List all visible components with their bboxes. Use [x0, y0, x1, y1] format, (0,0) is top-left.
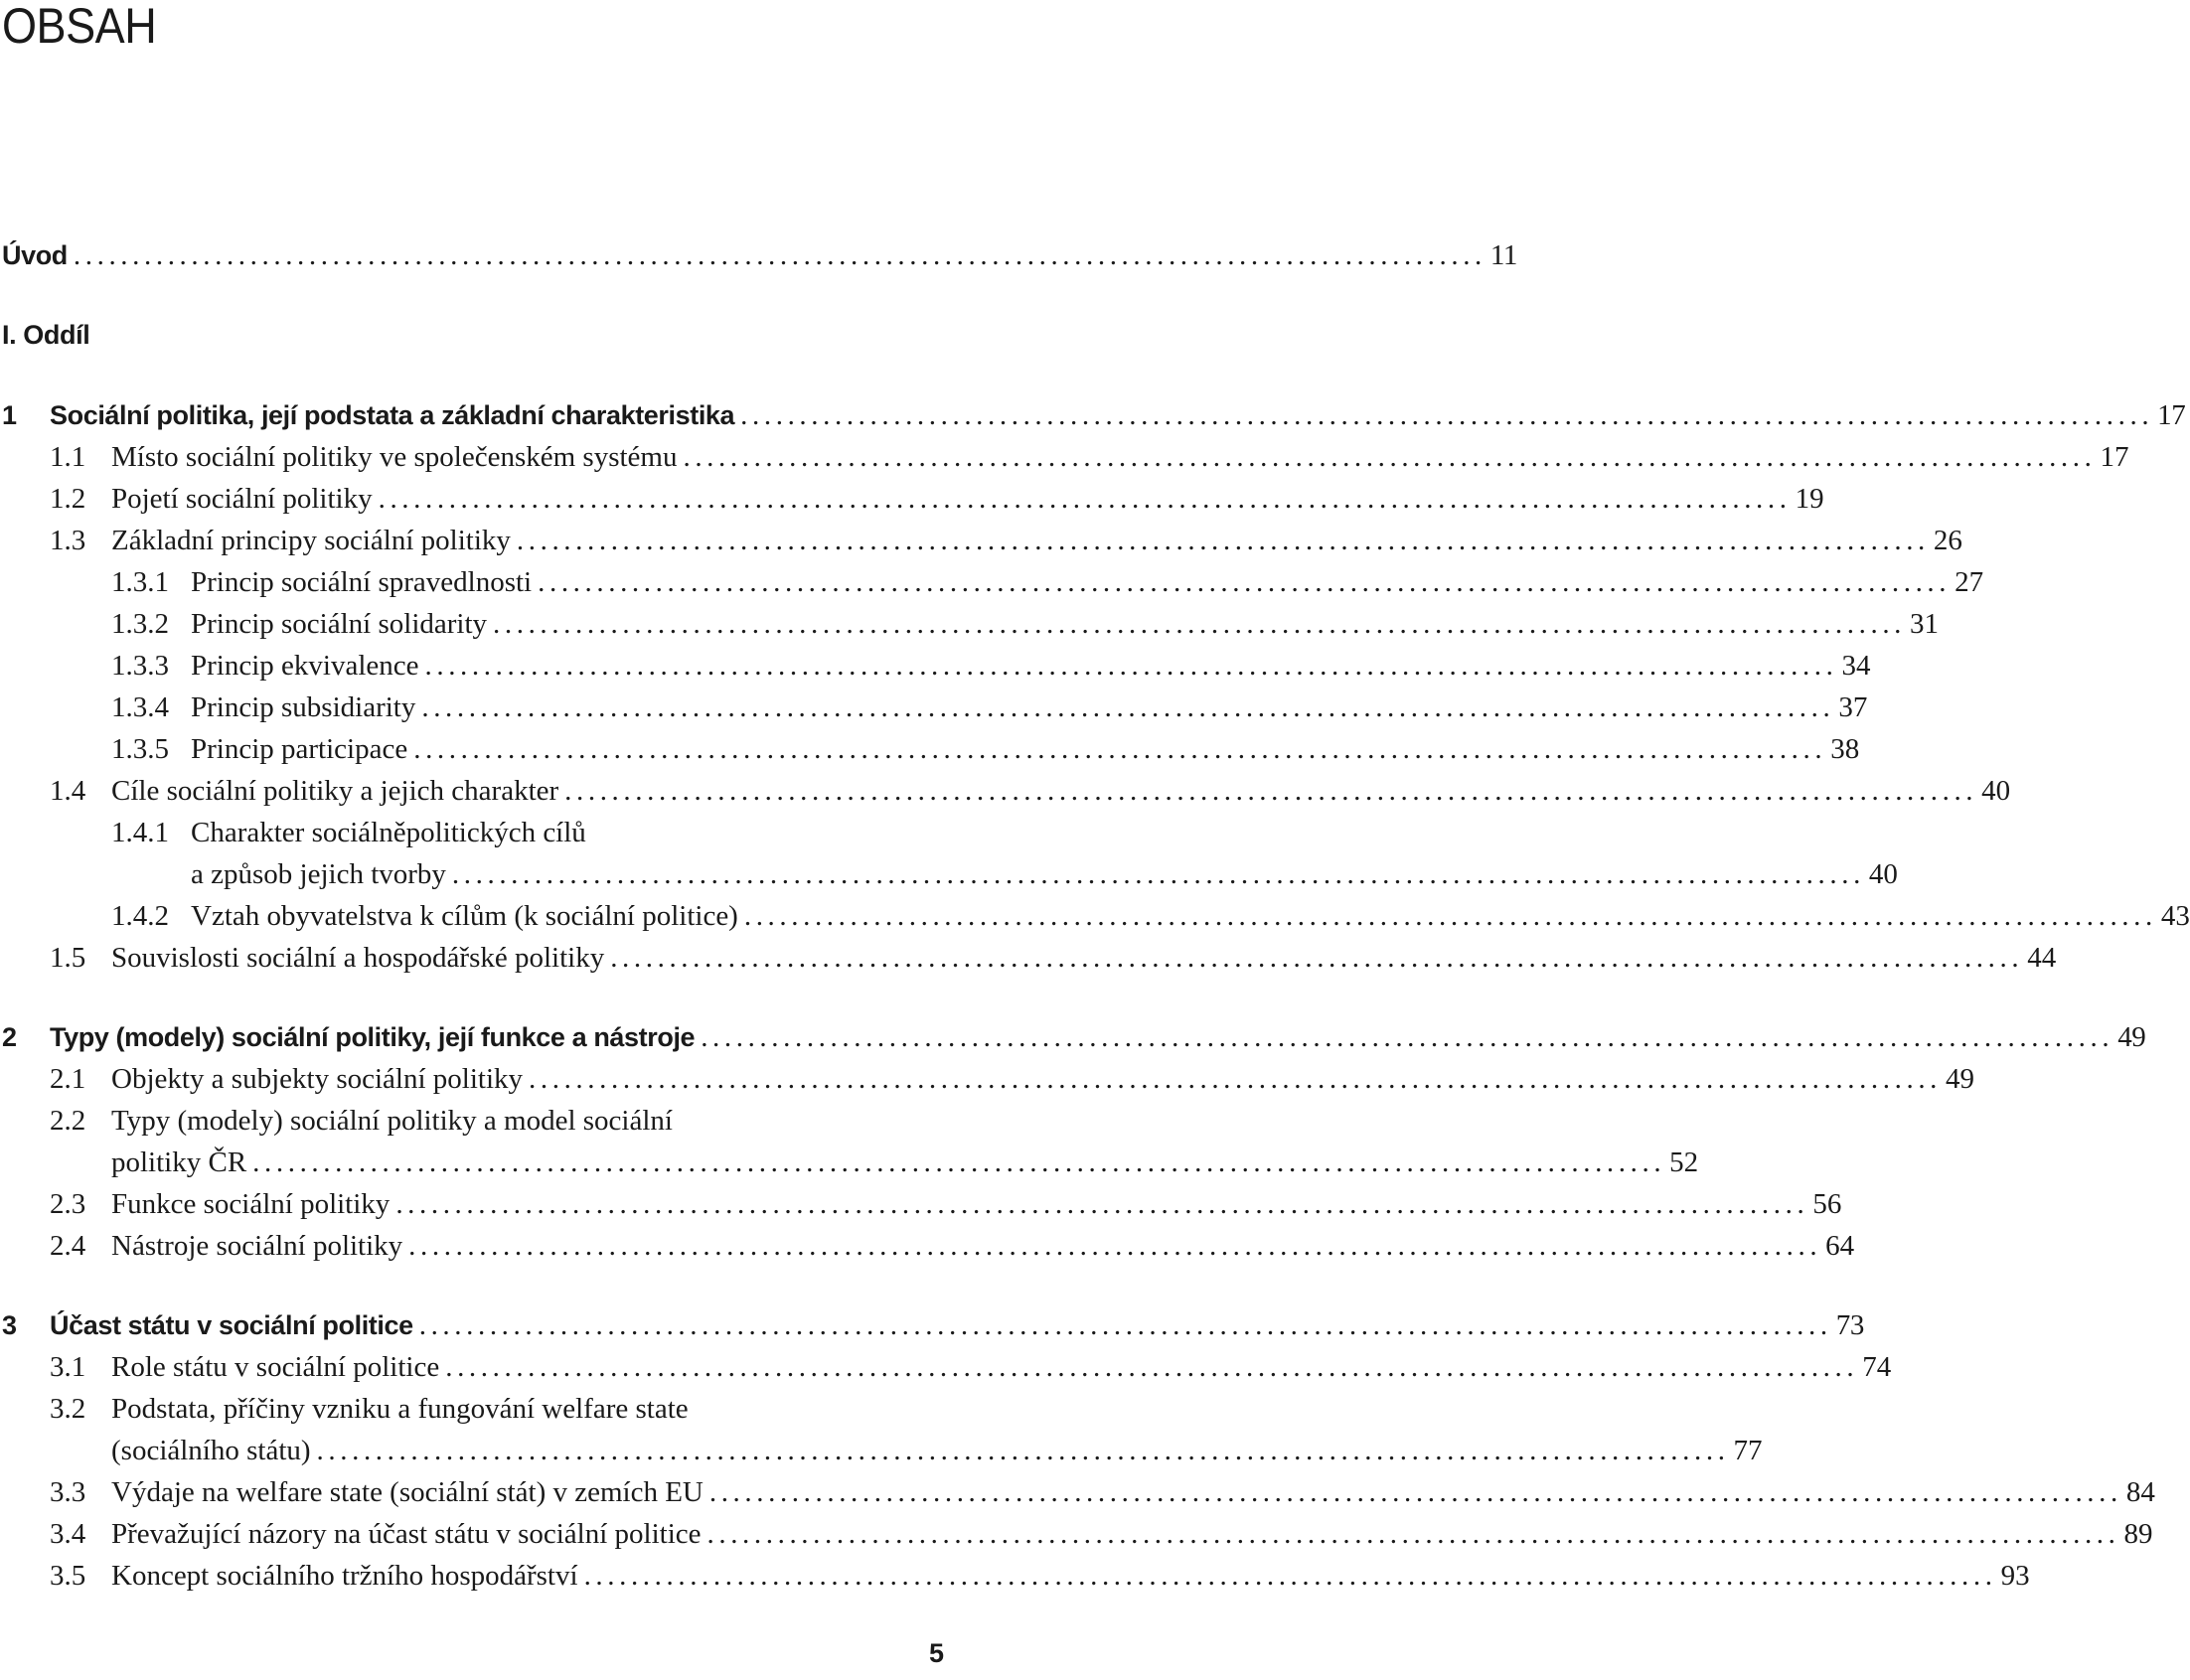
dot-leader: ........................................................................................................................	[743, 900, 2157, 932]
toc-entry-number: 2.1	[50, 1063, 86, 1095]
toc-entry-number: 1	[2, 400, 17, 430]
toc-entry-title: Funkce sociální politiky	[111, 1188, 391, 1220]
dot-leader: ........................................................................................................................	[706, 1518, 2120, 1550]
toc-entry-title: Cíle sociální politiky a jejich charakter	[111, 775, 559, 807]
toc-entry	[0, 478, 1824, 520]
toc-entry-title: Princip participace	[191, 733, 408, 765]
dot-leader: ........................................................................................................................	[418, 1309, 1832, 1341]
toc-entry	[0, 1430, 1763, 1471]
toc-entry-title: politiky ČR	[111, 1146, 247, 1178]
dot-leader: ........................................................................................................................	[740, 399, 2154, 431]
toc-entry	[0, 853, 1898, 895]
toc-entry-page: 64	[1825, 1230, 1855, 1262]
toc-entry-number: 3.3	[50, 1476, 86, 1508]
toc-entry-page: 49	[1946, 1063, 1975, 1095]
toc-entry-number: 2.2	[50, 1105, 86, 1137]
dot-leader: ........................................................................................................................	[378, 483, 1792, 515]
toc-entry-page: 17	[2157, 399, 2186, 431]
toc-entry-title: Souvislosti sociální a hospodářské politiky	[111, 942, 605, 974]
dot-leader: ........................................................................................................................	[413, 733, 1827, 765]
page-number: 5	[928, 1638, 944, 1668]
toc-entry-page: 11	[1489, 239, 1518, 271]
toc-entry-page: 27	[1955, 566, 1984, 598]
toc-entry-page: 17	[2100, 441, 2129, 473]
dot-leader: ........................................................................................................................	[583, 1560, 1997, 1592]
toc-entry	[0, 1100, 954, 1142]
toc-entry	[0, 1016, 2146, 1058]
dot-leader: ........................................................................................................................	[708, 1476, 2122, 1508]
toc-entry-title: Vztah obyvatelstva k cílům (k sociální politice)	[191, 900, 738, 932]
toc-entry-title: Princip ekvivalence	[191, 650, 419, 682]
toc-entry-number: 1.4	[50, 775, 86, 807]
dot-leader: ........................................................................................................................	[516, 525, 1930, 556]
toc-entry-title: Převažující názory na účast státu v sociální politice	[111, 1518, 702, 1550]
dot-leader: ........................................................................................................................	[564, 775, 1978, 807]
toc-entry-page: 89	[2123, 1518, 2153, 1550]
toc-entry-page: 84	[2125, 1476, 2155, 1508]
dot-leader: ........................................................................................................................	[424, 650, 1838, 682]
toc-entry	[0, 895, 2190, 937]
toc-entry-number: 1.2	[50, 483, 86, 515]
toc-entry-number: 1.3.5	[111, 733, 169, 765]
toc-entry-title: (sociálního státu)	[111, 1435, 311, 1466]
dot-leader: ........................................................................................................................	[538, 566, 1952, 598]
toc-entry-page: 77	[1733, 1435, 1763, 1466]
dot-leader: ........................................................................................................................	[529, 1063, 1943, 1095]
toc-entry	[0, 1388, 954, 1430]
toc-entry-number: 1.3.3	[111, 650, 169, 682]
toc-entry	[0, 234, 1518, 276]
toc-entry-page: 93	[2000, 1560, 2030, 1592]
toc-entry	[0, 937, 2057, 979]
toc-entry-number: 3.1	[50, 1351, 86, 1383]
dot-leader: ........................................................................................................................	[395, 1188, 1809, 1220]
toc-entry-number: 1.3.4	[111, 691, 169, 723]
toc-entry-number: 2.3	[50, 1188, 86, 1220]
toc-entry-page: 37	[1838, 691, 1868, 723]
toc-entry-number: 3	[2, 1310, 17, 1340]
dot-leader: ........................................................................................................................	[610, 942, 2024, 974]
toc-entry	[0, 1513, 2153, 1555]
toc-entry	[0, 1471, 2155, 1513]
dot-leader: ........................................................................................................................	[701, 1021, 2114, 1053]
page-title: OBSAH	[2, 0, 157, 54]
toc-entry-title: Výdaje na welfare state (sociální stát) v zemích EU	[111, 1476, 704, 1508]
toc-entry	[0, 561, 1984, 603]
toc-entry-title: Role státu v sociální politice	[111, 1351, 440, 1383]
toc-entry-page: 44	[2027, 942, 2057, 974]
toc-entry	[0, 728, 1860, 770]
toc-entry-title: Podstata, příčiny vzniku a fungování welfare state	[111, 1393, 689, 1425]
toc-entry-title: Koncept sociálního tržního hospodářství	[111, 1560, 578, 1592]
toc-entry-number: 2.4	[50, 1230, 86, 1262]
toc-entry-number: 1.4.1	[111, 817, 169, 848]
toc-entry-number: 1.4.2	[111, 900, 169, 932]
toc-entry-number: 1.3.2	[111, 608, 169, 640]
toc-entry-page: 40	[1981, 775, 2011, 807]
toc-entry-title: Typy (modely) sociální politiky, její funkce a nástroje	[50, 1022, 696, 1052]
toc-entry-title: Princip sociální spravedlnosti	[191, 566, 533, 598]
toc-entry-title: Místo sociální politiky ve společenském systému	[111, 441, 678, 473]
toc-entry	[0, 394, 2186, 436]
toc-entry	[0, 770, 2011, 812]
toc-entry-title: Typy (modely) sociální politiky a model sociální	[111, 1105, 673, 1137]
toc-entry	[0, 436, 2129, 478]
toc-entry-page: 74	[1862, 1351, 1892, 1383]
toc-entry	[0, 603, 1940, 645]
dot-leader: ........................................................................................................................	[451, 858, 1865, 890]
toc-entry-page: 40	[1868, 858, 1898, 890]
toc-entry-number: 3.5	[50, 1560, 86, 1592]
toc-entry-page: 73	[1835, 1309, 1864, 1341]
toc-entry-title: Základní principy sociální politiky	[111, 525, 511, 556]
toc-entry-title: Účast státu v sociální politice	[50, 1310, 413, 1340]
toc-entry	[0, 687, 1868, 728]
toc-entry-number: 3.4	[50, 1518, 86, 1550]
toc-entry-number: 3.2	[50, 1393, 86, 1425]
toc-entry	[0, 1058, 1975, 1100]
toc-entry	[0, 314, 954, 356]
toc-entry-page: 49	[2117, 1021, 2146, 1053]
toc-entry	[0, 812, 954, 853]
dot-leader: ........................................................................................................................	[316, 1435, 1730, 1466]
toc-entry-title: Charakter sociálněpolitických cílů	[191, 817, 586, 848]
dot-leader: ........................................................................................................................	[445, 1351, 1859, 1383]
toc-entry-number: 2	[2, 1022, 17, 1052]
toc-entry-number: 1.5	[50, 942, 86, 974]
toc-entry-title: Princip subsidiarity	[191, 691, 416, 723]
toc-entry	[0, 1304, 1864, 1346]
toc-entry-number: 1.3.1	[111, 566, 169, 598]
toc-entry-number: 1.1	[50, 441, 86, 473]
toc-entry	[0, 1183, 1842, 1225]
toc-entry-title: Objekty a subjekty sociální politiky	[111, 1063, 524, 1095]
toc-entry-title: Úvod	[2, 240, 68, 270]
dot-leader: ........................................................................................................................	[408, 1230, 1822, 1262]
toc-entry-page: 56	[1812, 1188, 1842, 1220]
toc-entry	[0, 1346, 1892, 1388]
toc-entry-title: a způsob jejich tvorby	[191, 858, 446, 890]
toc-entry-title: Princip sociální solidarity	[191, 608, 488, 640]
toc-entry-title: Nástroje sociální politiky	[111, 1230, 403, 1262]
toc-entry-title: I. Oddíl	[2, 320, 90, 350]
dot-leader: ........................................................................................................................	[73, 239, 1486, 271]
toc-entry	[0, 1142, 1699, 1183]
toc-entry-number: 1.3	[50, 525, 86, 556]
toc-entry-page: 38	[1830, 733, 1860, 765]
toc-entry	[0, 520, 1962, 561]
dot-leader: ........................................................................................................................	[683, 441, 2097, 473]
toc-entry	[0, 1555, 2030, 1597]
toc-entry-page: 19	[1795, 483, 1824, 515]
toc-entry	[0, 1225, 1855, 1267]
toc-entry-page: 34	[1841, 650, 1871, 682]
toc-entry-title: Sociální politika, její podstata a základní charakteristika	[50, 400, 735, 430]
toc-entry-title: Pojetí sociální politiky	[111, 483, 373, 515]
toc-entry	[0, 645, 1871, 687]
toc-entry-page: 43	[2160, 900, 2190, 932]
dot-leader: ........................................................................................................................	[252, 1146, 1666, 1178]
dot-leader: ........................................................................................................................	[421, 691, 1835, 723]
toc-entry-page: 31	[1910, 608, 1940, 640]
dot-leader: ........................................................................................................................	[493, 608, 1907, 640]
toc-entry-page: 52	[1669, 1146, 1699, 1178]
toc-entry-page: 26	[1933, 525, 1962, 556]
